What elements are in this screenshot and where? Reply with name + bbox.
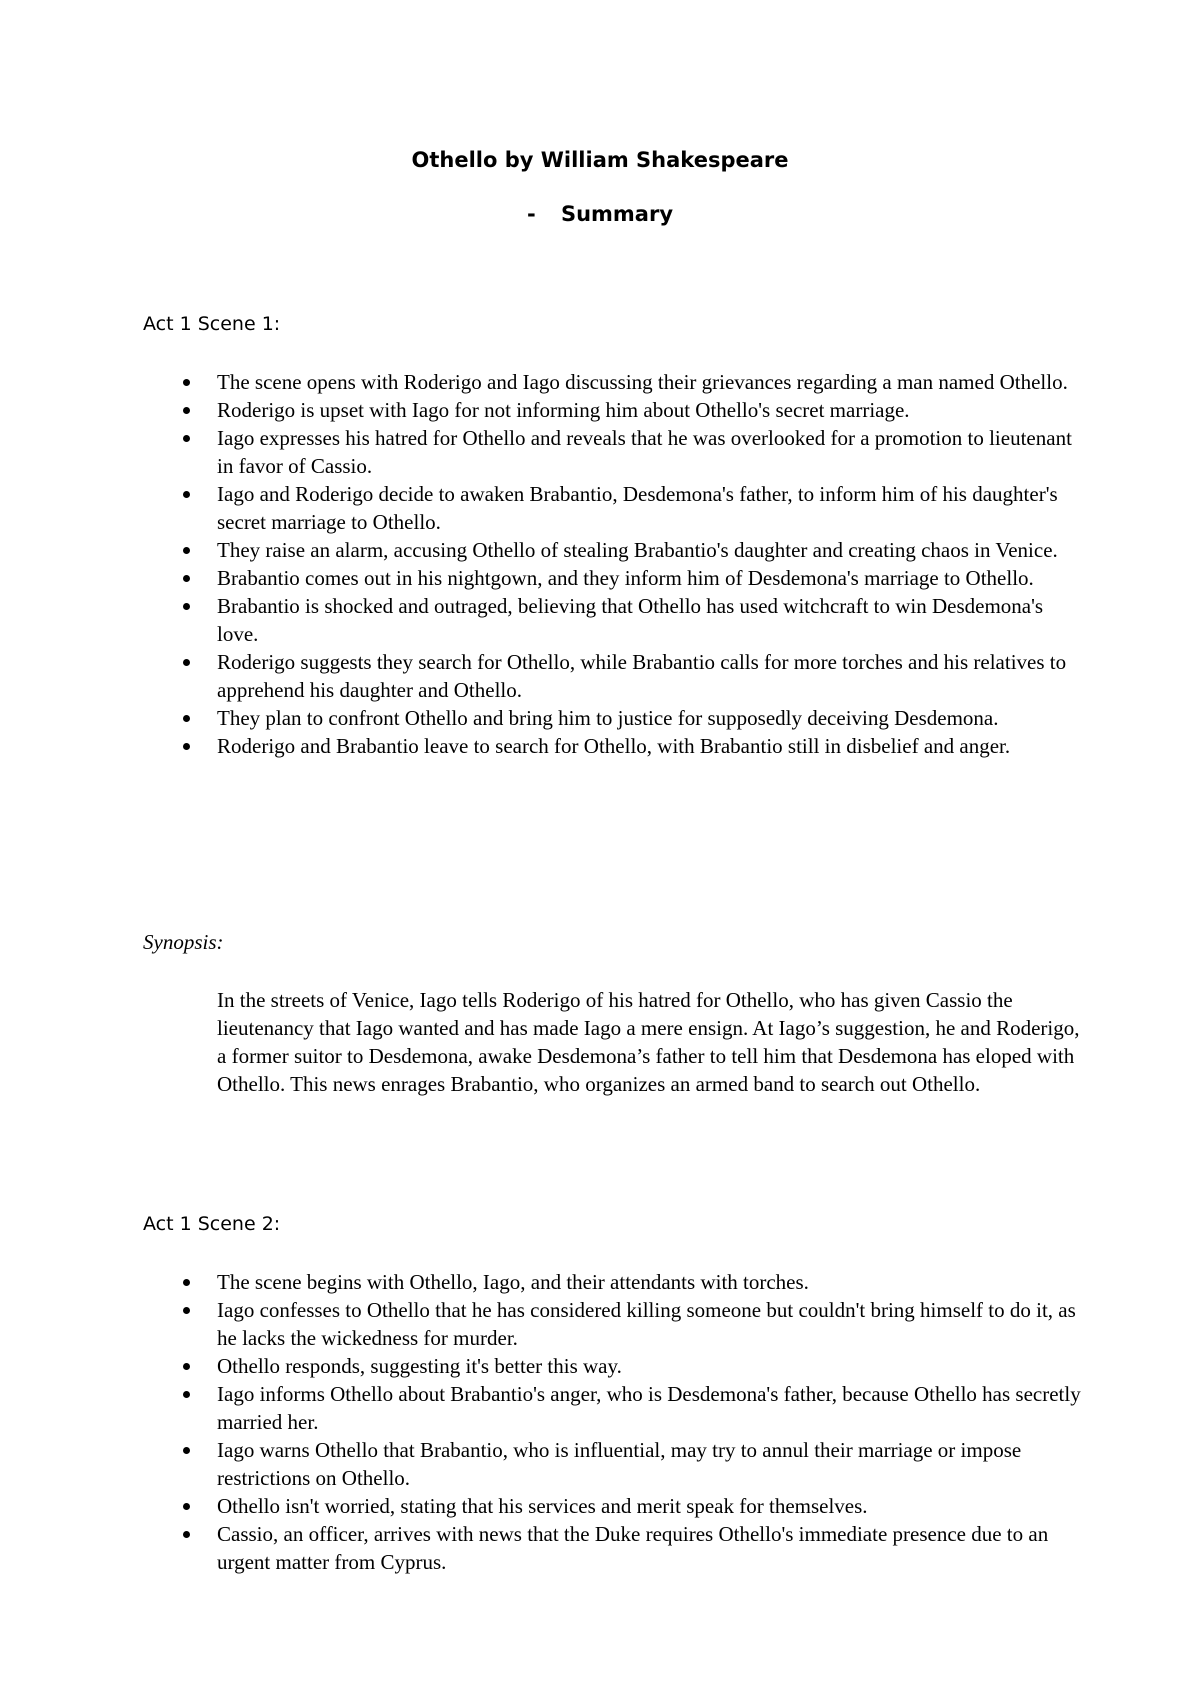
bullet-icon — [183, 659, 190, 666]
bullet-icon — [183, 491, 190, 498]
synopsis-label: Synopsis: — [143, 930, 224, 954]
list-item-text: They plan to confront Othello and bring him to justice for supposedly deceiving Desdemona. — [217, 706, 999, 730]
subtitle-text: Summary — [560, 202, 674, 226]
bullet-icon — [183, 547, 190, 554]
scene-2-heading: Act 1 Scene 2: — [143, 1213, 281, 1235]
list-item — [143, 1492, 1083, 1520]
list-item-text: Roderigo and Brabantio leave to search for Othello, with Brabantio still in disbelief and anger. — [217, 734, 1011, 758]
list-item — [143, 368, 1083, 396]
list-item — [143, 1268, 1083, 1296]
list-item — [143, 396, 1083, 424]
list-item — [143, 592, 1083, 648]
list-item — [143, 480, 1083, 536]
list-item — [143, 648, 1083, 704]
list-item — [143, 732, 1083, 760]
list-item — [143, 704, 1083, 732]
list-item — [143, 1520, 1083, 1576]
list-item — [143, 1380, 1083, 1436]
synopsis-paragraph: In the streets of Venice, Iago tells Roderigo of his hatred for Othello, who has given Cassio the lieutenancy that Iago wanted and has made Iago a mere ensign. At Iago’s suggestion, he and Roderigo, a former suitor to Desdemona, awake Desdemona’s father to tell him that Desdemona has eloped with Othello. This news enrages Brabantio, who organizes an armed band to search out Othello. — [217, 988, 1080, 1096]
bullet-icon — [183, 1503, 190, 1510]
list-item-text: The scene begins with Othello, Iago, and their attendants with torches. — [217, 1270, 809, 1294]
bullet-icon — [183, 1447, 190, 1454]
list-item-text: The scene opens with Roderigo and Iago discussing their grievances regarding a man named Othello. — [217, 370, 1068, 394]
bullet-icon — [183, 1307, 190, 1314]
list-item-text: They raise an alarm, accusing Othello of stealing Brabantio's daughter and creating chaos in Venice. — [217, 538, 1058, 562]
scene-2-bullet-list — [143, 1268, 1083, 1576]
scene-1-heading: Act 1 Scene 1: — [143, 313, 281, 335]
bullet-icon — [183, 743, 190, 750]
bullet-icon — [183, 1363, 190, 1370]
list-item — [143, 536, 1083, 564]
document-title: Othello by William Shakespeare — [411, 148, 789, 172]
bullet-icon — [183, 1531, 190, 1538]
list-item-text: Iago confesses to Othello that he has considered killing someone but couldn't bring himself to do it, as he lacks the wickedness for murder. — [217, 1298, 1076, 1350]
list-item-text: Othello isn't worried, stating that his services and merit speak for themselves. — [217, 1494, 868, 1518]
list-item-text: Brabantio comes out in his nightgown, and they inform him of Desdemona's marriage to Othello. — [217, 566, 1034, 590]
list-item — [143, 1296, 1083, 1352]
bullet-icon — [183, 575, 190, 582]
list-item — [143, 1352, 1083, 1380]
bullet-icon — [183, 379, 190, 386]
bullet-icon — [183, 1279, 190, 1286]
scene-1-bullet-list — [143, 368, 1083, 760]
bullet-icon — [183, 1391, 190, 1398]
list-item-text: Roderigo is upset with Iago for not informing him about Othello's secret marriage. — [217, 398, 910, 422]
list-item — [143, 1436, 1083, 1492]
bullet-icon — [183, 435, 190, 442]
list-item-text: Roderigo suggests they search for Othello, while Brabantio calls for more torches and his relatives to apprehend his daughter and Othello. — [217, 650, 1067, 702]
list-item-text: Iago expresses his hatred for Othello and reveals that he was overlooked for a promotion to lieutenant in favor of Cassio. — [217, 426, 1072, 478]
list-item-text: Iago informs Othello about Brabantio's anger, who is Desdemona's father, because Othello has secretly married her. — [217, 1382, 1081, 1434]
list-item — [143, 424, 1083, 480]
subtitle-dash: - — [526, 202, 536, 226]
list-item-text: Cassio, an officer, arrives with news that the Duke requires Othello's immediate presence due to an urgent matter from Cyprus. — [217, 1522, 1049, 1574]
bullet-icon — [183, 407, 190, 414]
list-item — [143, 564, 1083, 592]
bullet-icon — [183, 603, 190, 610]
bullet-icon — [183, 715, 190, 722]
list-item-text: Othello responds, suggesting it's better this way. — [217, 1354, 622, 1378]
list-item-text: Iago warns Othello that Brabantio, who is influential, may try to annul their marriage or impose restrictions on Othello. — [217, 1438, 1022, 1490]
list-item-text: Brabantio is shocked and outraged, believing that Othello has used witchcraft to win Desdemona's love. — [217, 594, 1044, 646]
list-item-text: Iago and Roderigo decide to awaken Brabantio, Desdemona's father, to inform him of his daughter's secret marriage to Othello. — [217, 482, 1058, 534]
document-subtitle — [0, 202, 1200, 226]
